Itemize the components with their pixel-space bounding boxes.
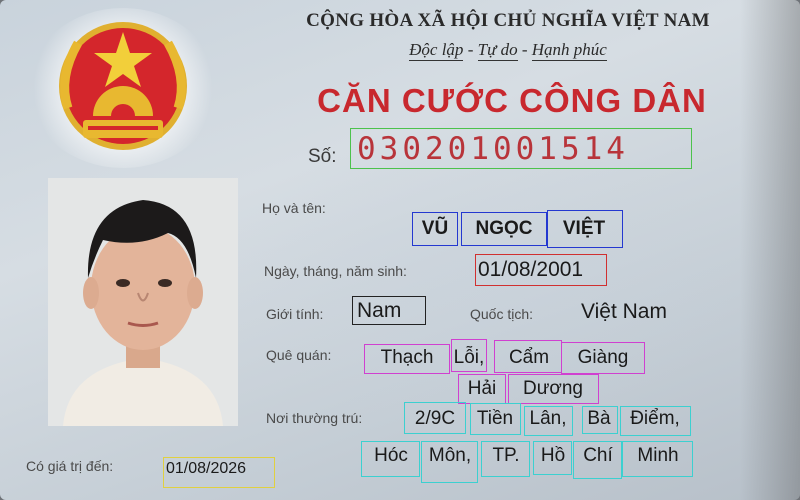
motto-sep-1: -	[463, 40, 478, 59]
sex-label: Giới tính:	[266, 306, 324, 322]
residence-word-box	[404, 402, 466, 434]
residence-word-box	[421, 441, 478, 483]
residence-word: Môn,	[428, 445, 472, 466]
nationality-label: Quốc tịch:	[470, 306, 534, 322]
name-word: VŨ	[421, 218, 449, 239]
hometown-word: Cẩm	[508, 347, 550, 368]
residence-word: Lân,	[529, 408, 567, 429]
residence-word: Điểm,	[630, 408, 680, 429]
residence-word-box	[533, 441, 572, 475]
hometown-word-box	[561, 342, 645, 374]
dob-label: Ngày, tháng, năm sinh:	[264, 263, 407, 279]
name-word-box	[412, 212, 458, 246]
residence-label: Nơi thường trú:	[266, 410, 363, 426]
hometown-word: Dương	[522, 378, 584, 399]
hometown-word-box	[508, 374, 599, 404]
nationality-value: Việt Nam	[581, 300, 667, 323]
residence-word-box	[620, 406, 691, 436]
residence-word: Hồ	[540, 445, 566, 466]
id-number-label: Số:	[308, 146, 337, 167]
hometown-label: Quê quán:	[266, 347, 332, 363]
dob-box	[475, 254, 607, 286]
hometown-word-box	[364, 344, 450, 374]
residence-word: Tiền	[476, 408, 514, 429]
hometown-word-box	[458, 374, 506, 404]
name-word: NGỌC	[475, 218, 533, 239]
hometown-word: Giàng	[577, 347, 629, 368]
dob-value: 01/08/2001	[478, 258, 584, 281]
hometown-word-box	[451, 339, 487, 372]
expiry-label: Có giá trị đến:	[26, 458, 114, 474]
motto	[258, 40, 758, 60]
sex-box	[352, 296, 426, 325]
country-name: CỘNG HÒA XÃ HỘI CHỦ NGHĨA VIỆT NAM	[306, 10, 710, 31]
name-word-box	[461, 212, 547, 246]
name-label: Họ và tên:	[262, 200, 326, 216]
name-word: VIỆT	[562, 218, 606, 239]
motto-sep-2: -	[517, 40, 532, 59]
residence-word: Hóc	[374, 445, 408, 466]
motto-part-3: Hạnh phúc	[531, 40, 607, 59]
residence-word: 2/9C	[414, 408, 456, 429]
id-number: 030201001514	[357, 131, 629, 167]
residence-word: Bà	[587, 408, 611, 429]
residence-word-box	[524, 406, 573, 436]
hometown-word: Thạch	[380, 347, 434, 368]
residence-word: TP.	[492, 445, 520, 466]
expiry-box	[163, 457, 275, 488]
id-number-box	[350, 128, 692, 169]
hometown-word: Lỗi,	[453, 347, 485, 368]
hometown-word-box	[494, 340, 562, 373]
expiry-value: 01/08/2026	[166, 460, 247, 477]
sex-value: Nam	[357, 299, 402, 322]
portrait-icon	[48, 178, 238, 426]
residence-word-box	[582, 406, 618, 434]
residence-word-box	[622, 441, 693, 477]
residence-word-box	[481, 441, 530, 477]
name-word-box	[547, 210, 623, 248]
residence-word-box	[361, 441, 420, 477]
portrait-photo	[48, 178, 238, 426]
card-title: CĂN CƯỚC CÔNG DÂN	[317, 82, 707, 119]
residence-word: Minh	[637, 445, 679, 466]
motto-part-1: Độc lập	[409, 40, 464, 59]
residence-word: Chí	[583, 445, 613, 466]
residence-word-box	[470, 403, 521, 435]
motto-part-2: Tự do	[477, 40, 518, 59]
national-emblem-icon	[28, 8, 218, 168]
hometown-word: Hải	[467, 378, 497, 399]
emblem-area	[28, 8, 218, 168]
residence-word-box	[573, 441, 622, 479]
